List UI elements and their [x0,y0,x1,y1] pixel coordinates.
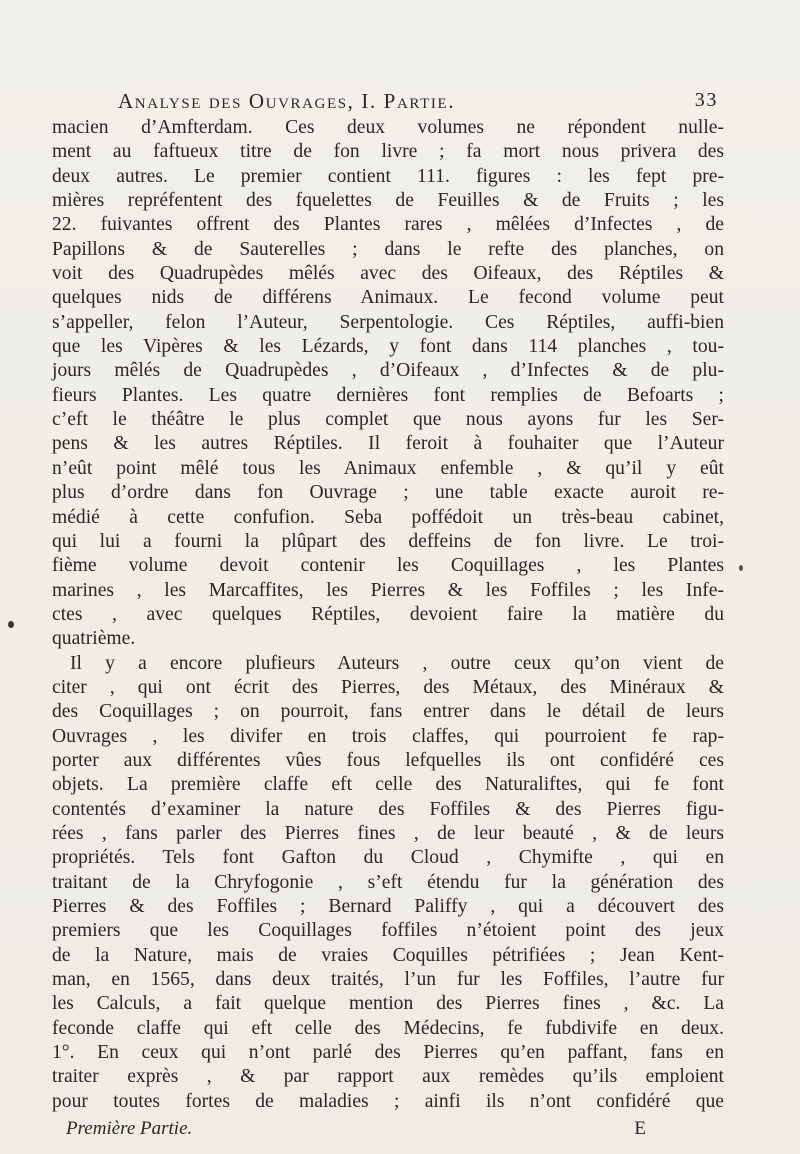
text-line: n’eût point mêlé tous les Animaux enfemble , & qu’il y eût [52,457,724,479]
text-line: porter aux différentes vûes fous lefquelles ils ont confidéré ces [52,749,724,771]
running-head [118,89,718,119]
text-line: traiter exprès , & par rapport aux remèdes qu’ils emploient [52,1066,724,1088]
text-line: fieurs Plantes. Les quatre dernières font remplies de Befoarts ; [52,384,724,406]
text-line: mières repréfentent des fquelettes de Feuilles & de Fruits ; les [52,190,724,212]
text-line: macien d’Amfterdam. Ces deux volumes ne répondent nulle- [52,117,724,138]
text-line: médié à cette confufion. Seba poffédoit un très-beau cabinet, [52,506,724,528]
signature-mark: E [634,1118,646,1139]
text-line: c’eft le théâtre le plus complet que nous ayons fur les Ser- [52,409,724,431]
text-line: les Calculs, a fait quelque mention des Pierres fines , &c. La [52,993,724,1015]
footer-part-title: Première Partie. [66,1118,193,1139]
text-line: propriétés. Tels font Gafton du Cloud , Chymifte , qui en [52,847,724,869]
text-line: Pierres & des Foffiles ; Bernard Paliffy , qui a découvert des [52,896,724,917]
text-line: pour toutes fortes de maladies ; ainfi ils n’ont confidéré que [52,1090,724,1112]
text-line: 22. fuivantes offrent des Plantes rares , mêlées d’Infectes , de [52,214,724,236]
text-line: rées , fans parler des Pierres fines , de leur beauté , & de leurs [52,822,724,844]
text-line: jours mêlés de Quadrupèdes , d’Oifeaux , d’Infectes & de plu- [52,360,724,382]
text-line: s’appeller, felon l’Auteur, Serpentologie. Ces Réptiles, auffi-bien [52,311,724,333]
paragraph-last-line: quatrième. [52,628,136,650]
text-line: ment au faftueux titre de fon livre ; fa mort nous privera des [52,141,724,163]
text-line: ctes , avec quelques Réptiles, devoient faire la matière du [52,603,724,625]
text-line: citer , qui ont écrit des Pierres, des Métaux, des Minéraux & [52,676,724,698]
text-line: voit des Quadrupèdes mêlés avec des Oifeaux, des Réptiles & [52,263,724,285]
text-line: 1°. En ceux qui n’ont parlé des Pierres qu’en paffant, fans en [52,1042,724,1064]
text-line: man, en 1565, dans deux traités, l’un fur les Foffiles, l’autre fur [52,969,724,991]
ink-spot [8,621,14,628]
text-line: quelques nids de différens Animaux. Le fecond volume peut [52,287,724,309]
text-line: plus d’ordre dans fon Ouvrage ; une table exacte auroit re- [52,482,724,504]
text-line: traitant de la Chryfogonie , s’eft étendu fur la génération des [52,871,724,893]
body-text [52,116,724,1114]
text-line: fième volume devoit contenir les Coquillages , les Plantes [52,555,724,577]
text-line: que les Vipères & les Lézards, y font dans 114 planches , tou- [52,336,724,358]
text-line: de la Nature, mais de vraies Coquilles pétrifiées ; Jean Kent- [52,944,724,966]
text-line: premiers que les Coquillages foffiles n’étoient point des jeux [52,920,724,942]
page-number: 33 [694,89,718,111]
text-line: marines , les Marcaffites, les Pierres & les Foffiles ; les Infe- [52,579,724,601]
running-head-title: Analyse des Ouvrages, I. Partie. [118,89,456,113]
text-line: Ouvrages , les divifer en trois claffes, qui pourroient fe rap- [52,725,724,747]
text-line: Papillons & de Sauterelles ; dans le refte des planches, on [52,238,724,260]
text-line: qui lui a fourni la plûpart des deffeins de fon livre. Le troi- [52,530,724,552]
text-line: deux autres. Le premier contient 111. figures : les fept pre- [52,165,724,187]
text-line: pens & les autres Réptiles. Il feroit à fouhaiter que l’Auteur [52,433,724,455]
page-footer [66,1118,646,1144]
text-line: feconde claffe qui eft celle des Médecins, fe fubdivife en deux. [52,1017,724,1039]
paragraph-first-line: Il y a encore plufieurs Auteurs , outre ceux qu’on vient de [70,652,724,674]
ink-spot [739,565,743,571]
text-line: des Coquillages ; on pourroit, fans entrer dans le détail de leurs [52,701,724,723]
text-line: objets. La première claffe eft celle des Naturaliftes, qui fe font [52,774,724,796]
text-line: contentés d’examiner la nature des Foffiles & des Pierres figu- [52,798,724,820]
